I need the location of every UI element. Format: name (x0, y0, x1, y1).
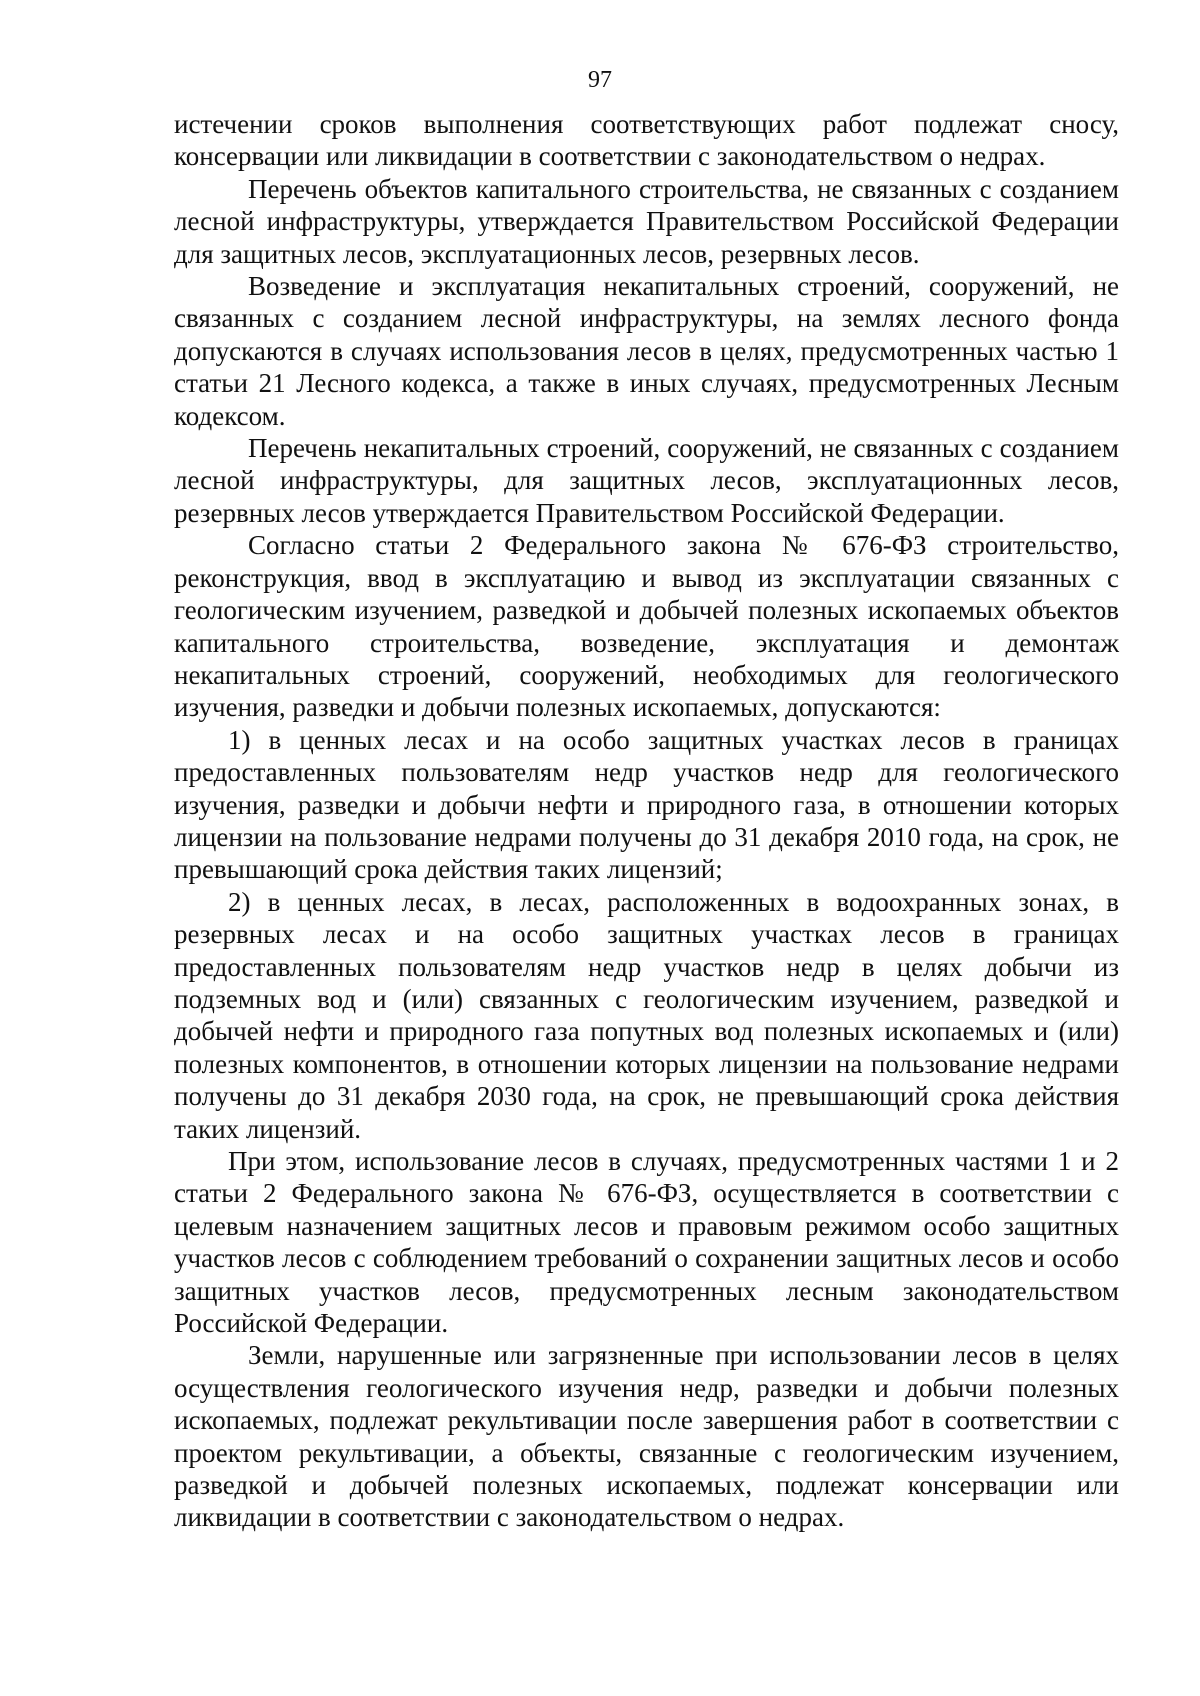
document-body (174, 108, 1119, 1534)
paragraph-land-reclamation: Земли, нарушенные или загрязненные при использовании лесов в целях осуществления геологического изучения недр, разведки и добычи полезных ископаемых, подлежат рекультивации после завершения работ в соответствии с проектом рекультивации, а объекты, связанные с геологическим изучением, разведкой и добычей полезных ископаемых, подлежат консервации или ликвидации в соответствии с законодательством о недрах. (174, 1340, 1119, 1533)
list-item-1: 1) в ценных лесах и на особо защитных участках лесов в границах предоставленных пользователям недр участков недр для геологического изучения, разведки и добычи нефти и природного газа, в отношении которых лицензии на пользование недрами получены до 31 декабря 2010 года, на срок, не превышающий срока действия таких лицензий; (174, 724, 1119, 885)
list-item-2: 2) в ценных лесах, в лесах, расположенных в водоохранных зонах, в резервных лесах и на особо защитных участках лесов в границах предоставленных пользователям недр участков недр в целях добычи из подземных вод и (или) связанных с геологическим изучением, разведкой и добычей нефти и природного газа попутных вод полезных ископаемых и (или) полезных компонентов, в отношении которых лицензии на пользование недрами получены до 31 декабря 2030 года, на срок, не превышающий срока действия таких лицензий. (174, 886, 1119, 1144)
paragraph-noncapital-structures-list: Перечень некапитальных строений, сооружений, не связанных с созданием лесной инфраструктуры, для защитных лесов, эксплуатационных лесов, резервных лесов утверждается Правительством Российской Федерации. (174, 433, 1119, 528)
paragraph-capital-construction-list: Перечень объектов капитального строительства, не связанных с созданием лесной инфраструктуры, утверждается Правительством Российской Федерации для защитных лесов, эксплуатационных лесов, резервных лесов. (174, 173, 1119, 269)
paragraph-federal-law-676: Согласно статьи 2 Федерального закона № 676-ФЗ строительство, реконструкция, ввод в эксплуатацию и вывод из эксплуатации связанных с геологическим изучением, разведкой и добычей полезных ископаемых объектов капитального строительства, возведение, эксплуатация и демонтаж некапитальных строений, сооружений, необходимых для геологического изучения, разведки и добычи полезных ископаемых, допускаются: (174, 530, 1119, 723)
paragraph-forest-use: При этом, использование лесов в случаях, предусмотренных частями 1 и 2 статьи 2 Федерального закона № 676-ФЗ, осуществляется в соответствии с целевым назначением защитных лесов и правовым режимом особо защитных участков лесов с соблюдением требований о сохранении защитных лесов и особо защитных участков лесов, предусмотренных лесным законодательством Российской Федерации. (174, 1146, 1119, 1339)
paragraph-noncapital-structures: Возведение и эксплуатация некапитальных строений, сооружений, не связанных с созданием лесной инфраструктуры, на землях лесного фонда допускаются в случаях использования лесов в целях, предусмотренных частью 1 статьи 21 Лесного кодекса, а также в иных случаях, предусмотренных Лесным кодексом. (174, 271, 1119, 431)
paragraph-continuation: истечении сроков выполнения соответствующих работ подлежат сносу, консервации или ликвидации в соответствии с законодательством о недрах. (174, 109, 1119, 172)
page-number: 97 (588, 67, 612, 93)
